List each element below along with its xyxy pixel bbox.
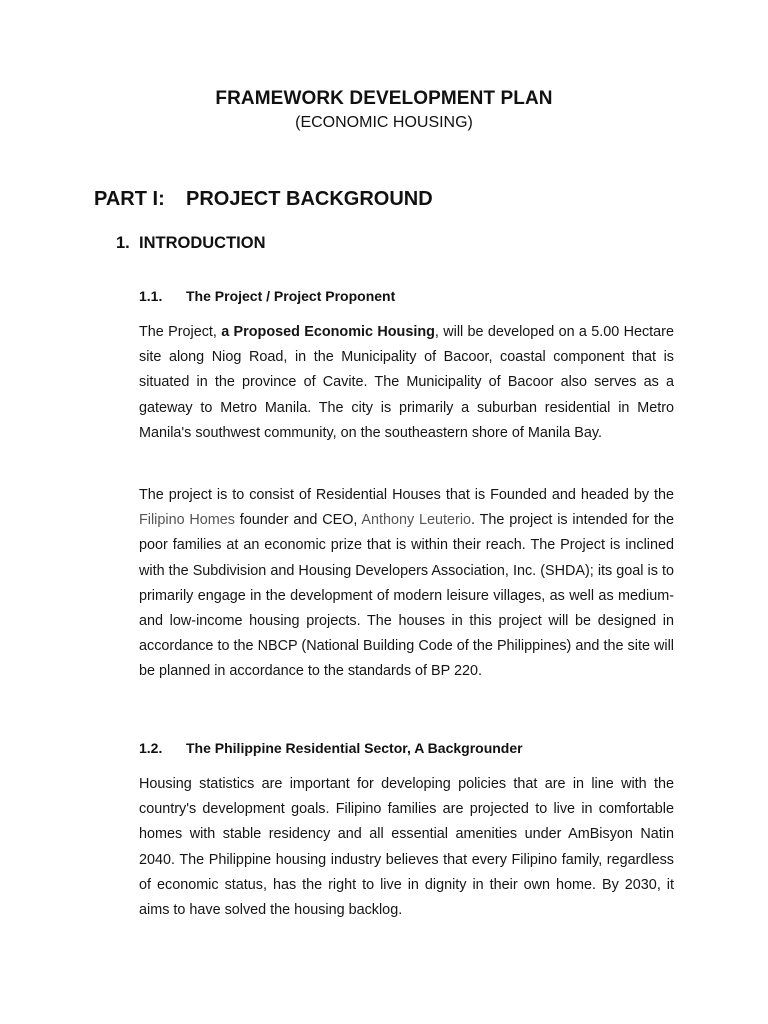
subsection-number: 1.1. xyxy=(139,288,163,304)
part-heading xyxy=(94,188,433,211)
paragraph-text: Housing statistics are important for developing policies that are in line with the country's development goals. Filipino families are projected to live in comfortable homes with stable residency and all essential amenities under AmBisyon Natin 2040. The Philippine housing industry believes that every Filipino family, regardless of economic status, has the right to live in dignity in their own home. By 2030, it aims to have solved the housing backlog. xyxy=(139,776,674,919)
paragraph-text: founder and CEO, xyxy=(234,512,362,529)
paragraph-project-site xyxy=(139,320,674,446)
subsection-title: The Project / Project Proponent xyxy=(186,288,396,304)
section-number: 1. xyxy=(116,234,130,252)
section-title: INTRODUCTION xyxy=(139,234,266,252)
document-subtitle: (ECONOMIC HOUSING) xyxy=(295,114,473,131)
subsection-number: 1.2. xyxy=(139,740,163,756)
part-title: PROJECT BACKGROUND xyxy=(186,188,433,210)
paragraph-text: . The project is intended for the poor families at an economic prize that is within their reach. The Project is inclined with the Subdivision and Housing Developers Association, Inc. (SHDA); its goal is to primarily engage in the development of modern leisure villages, as well as medium- and low-income housing projects. The houses in this project will be designed in accordance to the NBCP (National Building Code of the Philippines) and the site will be planned in accordance to the standards of BP 220. xyxy=(139,512,675,680)
paragraph-housing-statistics xyxy=(139,772,674,923)
paragraph-bold-text: a Proposed Economic Housing xyxy=(221,324,435,340)
company-name: Filipino Homes xyxy=(139,512,235,529)
paragraph-text: , will be developed on a 5.00 Hectare site along Niog Road, in the Municipality of Bacoor, coastal component that is situated in the province of Cavite. The Municipality of Bacoor also serves as a gateway to Metro Manila. The city is primarily a suburban residential in Metro Manila's southwest community, on the southeastern shore of Manila Bay. xyxy=(139,324,674,441)
paragraph-text: The Project, xyxy=(139,324,222,340)
section-heading-introduction xyxy=(116,234,266,253)
ceo-name: Anthony Leuterio xyxy=(361,512,472,529)
subsection-heading-residential-sector xyxy=(139,740,523,756)
subsection-title: The Philippine Residential Sector, A Backgrounder xyxy=(186,740,523,756)
document-title: FRAMEWORK DEVELOPMENT PLAN xyxy=(215,88,553,109)
paragraph-text: The project is to consist of Residential Houses that is Founded and headed by the xyxy=(139,487,674,503)
paragraph-project-description xyxy=(139,483,674,685)
part-label: PART I: xyxy=(94,188,165,210)
subsection-heading-project xyxy=(139,288,395,304)
